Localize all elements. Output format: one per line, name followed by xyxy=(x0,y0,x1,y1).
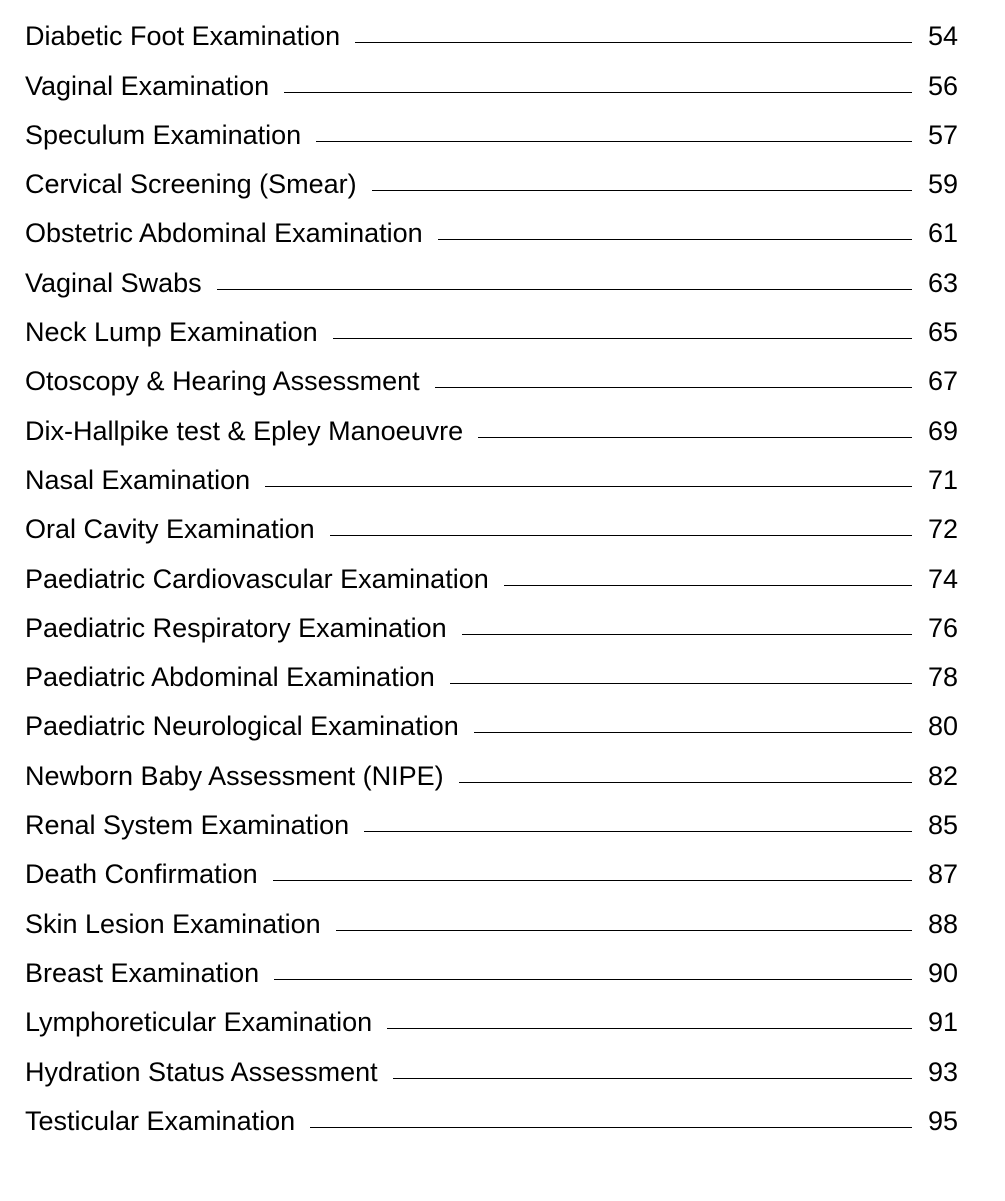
toc-page-number: 54 xyxy=(928,21,959,52)
toc-entry[interactable] xyxy=(25,211,960,260)
toc-entry[interactable] xyxy=(25,803,960,852)
toc-entry-title: Neck Lump Examination xyxy=(25,317,318,348)
toc-entry-title: Newborn Baby Assessment (NIPE) xyxy=(25,760,444,791)
toc-entry-title: Paediatric Abdominal Examination xyxy=(25,662,435,693)
toc-entry[interactable] xyxy=(25,852,960,901)
toc-page-number: 85 xyxy=(928,810,959,841)
toc-entry-title: Speculum Examination xyxy=(25,119,302,150)
toc-entry-title: Otoscopy & Hearing Assessment xyxy=(25,366,420,397)
toc-entry-title: Paediatric Respiratory Examination xyxy=(25,612,447,643)
toc-entry[interactable] xyxy=(25,951,960,1000)
toc-entry[interactable] xyxy=(25,359,960,408)
toc-leader-line xyxy=(284,92,912,93)
toc-entry-title: Cervical Screening (Smear) xyxy=(25,169,357,200)
toc-page-number: 56 xyxy=(928,70,959,101)
toc-entry-title: Vaginal Examination xyxy=(25,70,270,101)
toc-leader-line xyxy=(387,1028,912,1029)
toc-leader-line xyxy=(316,141,912,142)
toc-leader-line xyxy=(355,42,912,43)
toc-page-number: 59 xyxy=(928,169,959,200)
toc-page-number: 69 xyxy=(928,415,959,446)
toc-leader-line xyxy=(273,880,912,881)
toc-page-number: 90 xyxy=(928,957,959,988)
toc-page-number: 63 xyxy=(928,267,959,298)
toc-entry[interactable] xyxy=(25,704,960,753)
toc-leader-line xyxy=(450,683,912,684)
toc-entry-title: Skin Lesion Examination xyxy=(25,908,321,939)
toc-leader-line xyxy=(372,190,912,191)
toc-leader-line xyxy=(478,437,912,438)
toc-page-number: 87 xyxy=(928,859,959,890)
toc-page-number: 95 xyxy=(928,1105,959,1136)
toc-entry[interactable] xyxy=(25,260,960,309)
toc-entry-title: Renal System Examination xyxy=(25,810,350,841)
toc-entry-title: Vaginal Swabs xyxy=(25,267,202,298)
toc-entry[interactable] xyxy=(25,63,960,112)
toc-leader-line xyxy=(504,585,912,586)
toc-page-number: 67 xyxy=(928,366,959,397)
toc-entry-title: Dix-Hallpike test & Epley Manoeuvre xyxy=(25,415,464,446)
toc-page-number: 74 xyxy=(928,563,959,594)
toc-page-number: 80 xyxy=(928,711,959,742)
toc-entry[interactable] xyxy=(25,655,960,704)
toc-page-number: 78 xyxy=(928,662,959,693)
toc-entry[interactable] xyxy=(25,507,960,556)
toc-entry[interactable] xyxy=(25,162,960,211)
toc-entry[interactable] xyxy=(25,1099,960,1148)
toc-entry-title: Hydration Status Assessment xyxy=(25,1056,378,1087)
toc-page-number: 57 xyxy=(928,119,959,150)
toc-page-number: 61 xyxy=(928,218,959,249)
toc-page-number: 72 xyxy=(928,514,959,545)
toc-entry-title: Breast Examination xyxy=(25,957,260,988)
toc-entry[interactable] xyxy=(25,14,960,63)
toc-leader-line xyxy=(333,338,912,339)
toc-leader-line xyxy=(474,732,912,733)
toc-entry-title: Death Confirmation xyxy=(25,859,258,890)
toc-entry-title: Nasal Examination xyxy=(25,464,251,495)
toc-entry[interactable] xyxy=(25,606,960,655)
toc-entry-title: Paediatric Neurological Examination xyxy=(25,711,459,742)
toc-leader-line xyxy=(364,831,912,832)
toc-page-number: 93 xyxy=(928,1056,959,1087)
toc-page-number: 91 xyxy=(928,1007,959,1038)
toc-entry[interactable] xyxy=(25,753,960,802)
toc-page-number: 82 xyxy=(928,760,959,791)
toc-entry[interactable] xyxy=(25,556,960,605)
toc-page-number: 88 xyxy=(928,908,959,939)
toc-leader-line xyxy=(217,289,912,290)
toc-entry-title: Diabetic Foot Examination xyxy=(25,21,341,52)
toc-entry-title: Paediatric Cardiovascular Examination xyxy=(25,563,489,594)
toc-entry[interactable] xyxy=(25,113,960,162)
toc-entry[interactable] xyxy=(25,1000,960,1049)
toc-entry[interactable] xyxy=(25,408,960,457)
toc-leader-line xyxy=(462,634,912,635)
toc-entry[interactable] xyxy=(25,310,960,359)
toc-entry-title: Testicular Examination xyxy=(25,1105,296,1136)
toc-entry[interactable] xyxy=(25,901,960,950)
toc-page-number: 76 xyxy=(928,612,959,643)
table-of-contents xyxy=(25,14,960,1148)
toc-leader-line xyxy=(393,1078,912,1079)
toc-page-number: 71 xyxy=(928,464,959,495)
toc-leader-line xyxy=(310,1127,912,1128)
toc-leader-line xyxy=(274,979,912,980)
toc-leader-line xyxy=(330,535,912,536)
toc-leader-line xyxy=(459,782,912,783)
toc-leader-line xyxy=(336,930,912,931)
toc-entry[interactable] xyxy=(25,458,960,507)
toc-entry[interactable] xyxy=(25,1049,960,1098)
toc-entry-title: Lymphoreticular Examination xyxy=(25,1007,373,1038)
toc-leader-line xyxy=(265,486,912,487)
toc-entry-title: Obstetric Abdominal Examination xyxy=(25,218,423,249)
toc-leader-line xyxy=(438,239,912,240)
toc-page-number: 65 xyxy=(928,317,959,348)
toc-entry-title: Oral Cavity Examination xyxy=(25,514,315,545)
toc-leader-line xyxy=(435,387,912,388)
